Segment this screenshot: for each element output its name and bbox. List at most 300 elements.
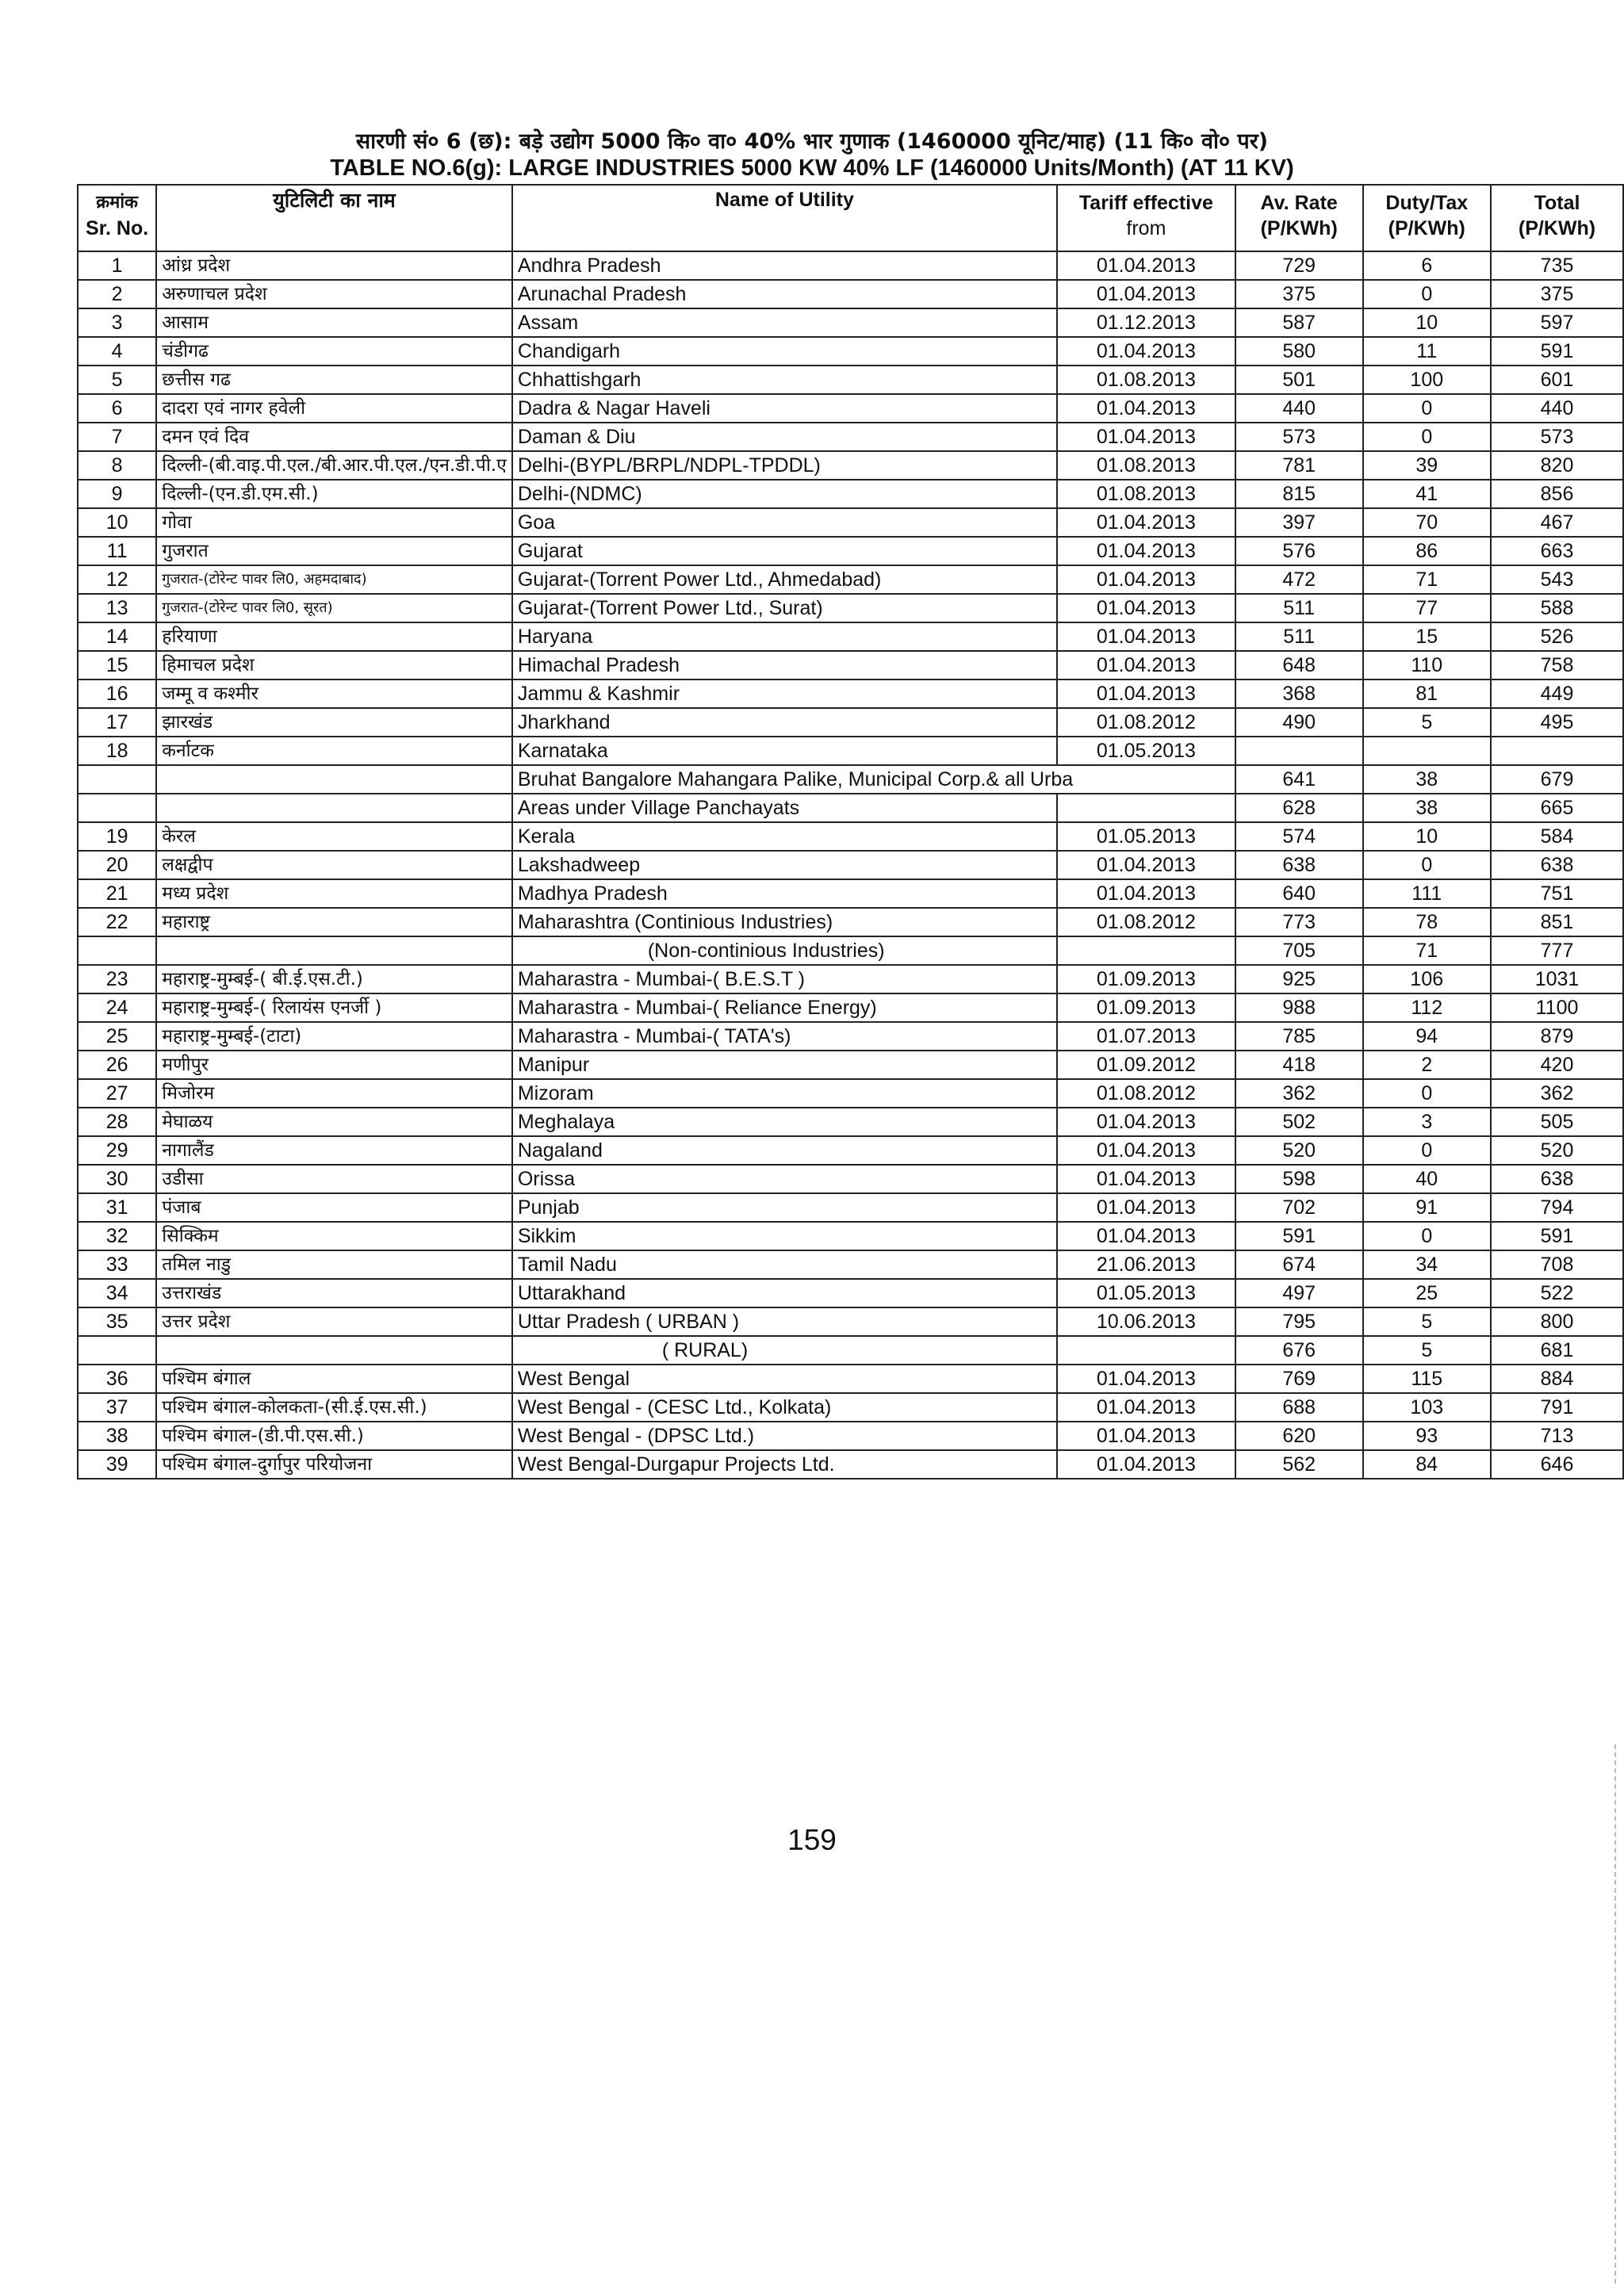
table-row <box>78 451 1623 480</box>
cell-tariff-date: 01.04.2013 <box>1057 565 1235 594</box>
cell-duty-tax: 70 <box>1363 508 1491 537</box>
cell-duty-tax: 5 <box>1363 708 1491 737</box>
cell-sr-no: 35 <box>78 1307 156 1336</box>
cell-duty-tax: 40 <box>1363 1165 1491 1193</box>
cell-sr-no: 3 <box>78 308 156 337</box>
cell-sr-no: 37 <box>78 1393 156 1422</box>
cell-utility-hindi: लक्षद्वीप <box>156 851 512 879</box>
cell-sr-no: 38 <box>78 1422 156 1450</box>
table-row <box>78 251 1623 280</box>
table-title-english: TABLE NO.6(g): LARGE INDUSTRIES 5000 KW 40% LF (1460000 Units/Month) (AT 11 KV) <box>330 155 1294 181</box>
cell-utility-english: Sikkim <box>512 1222 1057 1250</box>
cell-utility-hindi: झारखंड <box>156 708 512 737</box>
cell-total: 679 <box>1491 765 1623 794</box>
cell-sr-no <box>78 1336 156 1365</box>
cell-tariff-date: 01.05.2013 <box>1057 822 1235 851</box>
cell-total: 591 <box>1491 337 1623 366</box>
scan-edge-line <box>1614 1744 1618 2283</box>
cell-utility-hindi: पंजाब <box>156 1193 512 1222</box>
cell-total: 591 <box>1491 1222 1623 1250</box>
cell-tariff-date: 01.04.2013 <box>1057 851 1235 879</box>
cell-tariff-date: 01.04.2013 <box>1057 537 1235 565</box>
cell-utility-hindi: गुजरात <box>156 537 512 565</box>
cell-utility-english: Maharastra - Mumbai-( TATA's) <box>512 1022 1057 1051</box>
cell-duty-tax: 115 <box>1363 1365 1491 1393</box>
cell-sr-no: 33 <box>78 1250 156 1279</box>
table-row <box>78 1279 1623 1307</box>
cell-total: 495 <box>1491 708 1623 737</box>
cell-utility-hindi: मिजोरम <box>156 1079 512 1108</box>
cell-av-rate: 702 <box>1235 1193 1363 1222</box>
cell-sr-no: 5 <box>78 366 156 394</box>
cell-tariff-date: 01.05.2013 <box>1057 1279 1235 1307</box>
cell-tariff-date: 01.04.2013 <box>1057 423 1235 451</box>
cell-sr-no: 6 <box>78 394 156 423</box>
table-row <box>78 1393 1623 1422</box>
cell-sr-no: 39 <box>78 1450 156 1479</box>
cell-utility-english: West Bengal - (CESC Ltd., Kolkata) <box>512 1393 1057 1422</box>
cell-duty-tax: 11 <box>1363 337 1491 366</box>
table-row <box>78 1108 1623 1136</box>
cell-duty-tax: 6 <box>1363 251 1491 280</box>
cell-av-rate: 688 <box>1235 1393 1363 1422</box>
cell-av-rate: 490 <box>1235 708 1363 737</box>
cell-av-rate <box>1235 737 1363 765</box>
cell-utility-english: West Bengal <box>512 1365 1057 1393</box>
cell-utility-english: Kerala <box>512 822 1057 851</box>
cell-tariff-date: 01.08.2012 <box>1057 908 1235 936</box>
cell-sr-no: 25 <box>78 1022 156 1051</box>
cell-utility-english: Himachal Pradesh <box>512 651 1057 679</box>
cell-total: 1031 <box>1491 965 1623 993</box>
cell-tariff-date: 01.04.2013 <box>1057 1422 1235 1450</box>
cell-sr-no: 13 <box>78 594 156 622</box>
cell-utility-english: Gujarat-(Torrent Power Ltd., Surat) <box>512 594 1057 622</box>
header-av-rate <box>1235 185 1363 251</box>
cell-duty-tax: 3 <box>1363 1108 1491 1136</box>
cell-av-rate: 988 <box>1235 993 1363 1022</box>
cell-av-rate: 520 <box>1235 1136 1363 1165</box>
cell-sr-no: 23 <box>78 965 156 993</box>
table-title-hindi: सारणी सं० 6 (छ): बड़े उद्योग 5000 कि० वा० 40% भार गुणाक (1460000 यूनिट/माह) (11 कि० वो० पर) <box>355 129 1269 154</box>
cell-sr-no: 11 <box>78 537 156 565</box>
cell-utility-hindi: महाराष्ट्र-मुम्बई-( बी.ई.एस.टी.) <box>156 965 512 993</box>
cell-total: 375 <box>1491 280 1623 308</box>
table-body <box>78 251 1623 1479</box>
cell-av-rate: 368 <box>1235 679 1363 708</box>
header-total-line2: (P/KWh) <box>1518 217 1596 239</box>
cell-sr-no: 22 <box>78 908 156 936</box>
cell-total: 588 <box>1491 594 1623 622</box>
cell-total: 449 <box>1491 679 1623 708</box>
cell-av-rate: 440 <box>1235 394 1363 423</box>
cell-utility-english: Karnataka <box>512 737 1057 765</box>
cell-total: 543 <box>1491 565 1623 594</box>
cell-utility-english: Madhya Pradesh <box>512 879 1057 908</box>
cell-av-rate: 573 <box>1235 423 1363 451</box>
cell-utility-hindi: आंध्र प्रदेश <box>156 251 512 280</box>
cell-tariff-date: 21.06.2013 <box>1057 1250 1235 1279</box>
table-row <box>78 1165 1623 1193</box>
header-sn-english: Sr. No. <box>86 217 149 239</box>
cell-utility-english: (Non-continious Industries) <box>512 936 1057 965</box>
cell-total: 522 <box>1491 1279 1623 1307</box>
cell-duty-tax: 0 <box>1363 423 1491 451</box>
cell-duty-tax: 41 <box>1363 480 1491 508</box>
cell-tariff-date: 01.04.2013 <box>1057 1222 1235 1250</box>
cell-total: 681 <box>1491 1336 1623 1365</box>
cell-av-rate: 815 <box>1235 480 1363 508</box>
cell-duty-tax: 5 <box>1363 1307 1491 1336</box>
cell-utility-english: Areas under Village Panchayats <box>512 794 1057 822</box>
cell-av-rate: 705 <box>1235 936 1363 965</box>
cell-tariff-date: 01.08.2013 <box>1057 480 1235 508</box>
cell-sr-no: 32 <box>78 1222 156 1250</box>
cell-utility-hindi: दादरा एवं नागर हवेली <box>156 394 512 423</box>
table-row <box>78 1136 1623 1165</box>
table-row <box>78 851 1623 879</box>
cell-total: 758 <box>1491 651 1623 679</box>
cell-tariff-date <box>1057 936 1235 965</box>
cell-tariff-date: 01.04.2013 <box>1057 879 1235 908</box>
cell-sr-no: 2 <box>78 280 156 308</box>
cell-sr-no: 21 <box>78 879 156 908</box>
cell-utility-hindi: दिल्ली-(एन.डी.एम.सी.) <box>156 480 512 508</box>
cell-duty-tax: 0 <box>1363 394 1491 423</box>
cell-duty-tax: 10 <box>1363 308 1491 337</box>
table-header-row <box>78 185 1623 251</box>
cell-utility-hindi: उडीसा <box>156 1165 512 1193</box>
header-rate-line2: (P/KWh) <box>1260 217 1338 239</box>
cell-sr-no: 19 <box>78 822 156 851</box>
cell-utility-hindi: सिक्किम <box>156 1222 512 1250</box>
cell-av-rate: 773 <box>1235 908 1363 936</box>
cell-tariff-date: 01.04.2013 <box>1057 280 1235 308</box>
table-row <box>78 794 1623 822</box>
cell-duty-tax: 25 <box>1363 1279 1491 1307</box>
cell-utility-hindi: चंडीगढ <box>156 337 512 366</box>
cell-duty-tax: 111 <box>1363 879 1491 908</box>
table-row <box>78 508 1623 537</box>
header-tariff-line2: from <box>1126 217 1166 239</box>
table-row <box>78 1022 1623 1051</box>
cell-tariff-date: 01.08.2013 <box>1057 366 1235 394</box>
cell-utility-english: Chhattishgarh <box>512 366 1057 394</box>
cell-tariff-date: 01.04.2013 <box>1057 651 1235 679</box>
cell-sr-no: 7 <box>78 423 156 451</box>
table-row <box>78 1051 1623 1079</box>
cell-tariff-date: 01.04.2013 <box>1057 1365 1235 1393</box>
cell-duty-tax: 112 <box>1363 993 1491 1022</box>
cell-duty-tax: 0 <box>1363 1136 1491 1165</box>
cell-utility-hindi: हरियाणा <box>156 622 512 651</box>
cell-utility-hindi <box>156 1336 512 1365</box>
cell-duty-tax: 0 <box>1363 851 1491 879</box>
cell-av-rate: 418 <box>1235 1051 1363 1079</box>
cell-av-rate: 628 <box>1235 794 1363 822</box>
cell-utility-hindi: उत्तराखंड <box>156 1279 512 1307</box>
cell-sr-no: 4 <box>78 337 156 366</box>
cell-duty-tax: 110 <box>1363 651 1491 679</box>
cell-duty-tax: 71 <box>1363 936 1491 965</box>
cell-av-rate: 591 <box>1235 1222 1363 1250</box>
cell-duty-tax: 0 <box>1363 280 1491 308</box>
cell-tariff-date: 01.04.2013 <box>1057 1393 1235 1422</box>
cell-utility-hindi: पश्चिम बंगाल-दुर्गापुर परियोजना <box>156 1450 512 1479</box>
header-utility-english: Name of Utility <box>512 185 1057 251</box>
cell-utility-english: Gujarat-(Torrent Power Ltd., Ahmedabad) <box>512 565 1057 594</box>
cell-sr-no: 30 <box>78 1165 156 1193</box>
cell-utility-english: Bruhat Bangalore Mahangara Palike, Municipal Corp.& all Urba <box>512 765 1235 794</box>
table-row <box>78 1450 1623 1479</box>
cell-utility-hindi: आसाम <box>156 308 512 337</box>
cell-tariff-date: 01.08.2012 <box>1057 1079 1235 1108</box>
cell-av-rate: 511 <box>1235 622 1363 651</box>
table-row <box>78 366 1623 394</box>
cell-utility-hindi: गुजरात-(टोरेन्ट पावर लि0, सूरत) <box>156 594 512 622</box>
table-row <box>78 679 1623 708</box>
cell-sr-no: 1 <box>78 251 156 280</box>
cell-av-rate: 472 <box>1235 565 1363 594</box>
cell-utility-english: Mizoram <box>512 1079 1057 1108</box>
cell-av-rate: 795 <box>1235 1307 1363 1336</box>
table-row <box>78 1193 1623 1222</box>
cell-utility-english: Jammu & Kashmir <box>512 679 1057 708</box>
cell-tariff-date: 01.04.2013 <box>1057 508 1235 537</box>
cell-total: 856 <box>1491 480 1623 508</box>
cell-av-rate: 925 <box>1235 965 1363 993</box>
cell-utility-hindi: उत्तर प्रदेश <box>156 1307 512 1336</box>
cell-utility-hindi: पश्चिम बंगाल-कोलकता-(सी.ई.एस.सी.) <box>156 1393 512 1422</box>
cell-utility-english: Arunachal Pradesh <box>512 280 1057 308</box>
cell-av-rate: 620 <box>1235 1422 1363 1450</box>
cell-duty-tax: 38 <box>1363 765 1491 794</box>
cell-tariff-date: 01.05.2013 <box>1057 737 1235 765</box>
cell-av-rate: 576 <box>1235 537 1363 565</box>
cell-utility-hindi: महाराष्ट्र <box>156 908 512 936</box>
cell-duty-tax: 71 <box>1363 565 1491 594</box>
cell-total: 526 <box>1491 622 1623 651</box>
cell-duty-tax: 86 <box>1363 537 1491 565</box>
table-row <box>78 936 1623 965</box>
header-tariff-line1: Tariff effective <box>1078 192 1213 214</box>
cell-av-rate: 598 <box>1235 1165 1363 1193</box>
cell-duty-tax: 103 <box>1363 1393 1491 1422</box>
cell-tariff-date: 01.09.2013 <box>1057 993 1235 1022</box>
cell-sr-no <box>78 936 156 965</box>
cell-av-rate: 781 <box>1235 451 1363 480</box>
cell-utility-hindi: महाराष्ट्र-मुम्बई-(टाटा) <box>156 1022 512 1051</box>
cell-av-rate: 729 <box>1235 251 1363 280</box>
cell-tariff-date: 01.04.2013 <box>1057 1165 1235 1193</box>
header-duty-line1: Duty/Tax <box>1385 192 1469 214</box>
table-row <box>78 1336 1623 1365</box>
cell-utility-hindi: तमिल नाडु <box>156 1250 512 1279</box>
cell-duty-tax: 93 <box>1363 1422 1491 1450</box>
table-row <box>78 651 1623 679</box>
cell-total: 794 <box>1491 1193 1623 1222</box>
header-sn-hindi: क्रमांक <box>96 193 138 212</box>
cell-utility-english: Andhra Pradesh <box>512 251 1057 280</box>
cell-tariff-date: 01.08.2012 <box>1057 708 1235 737</box>
cell-sr-no: 14 <box>78 622 156 651</box>
cell-duty-tax: 91 <box>1363 1193 1491 1222</box>
table-row <box>78 308 1623 337</box>
cell-tariff-date: 10.06.2013 <box>1057 1307 1235 1336</box>
cell-total: 646 <box>1491 1450 1623 1479</box>
cell-utility-hindi <box>156 936 512 965</box>
cell-duty-tax: 5 <box>1363 1336 1491 1365</box>
table-row <box>78 908 1623 936</box>
cell-utility-english: Orissa <box>512 1165 1057 1193</box>
cell-av-rate: 638 <box>1235 851 1363 879</box>
table-row <box>78 993 1623 1022</box>
cell-tariff-date: 01.04.2013 <box>1057 1108 1235 1136</box>
cell-utility-hindi: हिमाचल प्रदेश <box>156 651 512 679</box>
cell-duty-tax: 106 <box>1363 965 1491 993</box>
table-row <box>78 280 1623 308</box>
table-row <box>78 765 1623 794</box>
cell-tariff-date <box>1057 794 1235 822</box>
cell-total: 663 <box>1491 537 1623 565</box>
cell-utility-english: Maharastra - Mumbai-( Reliance Energy) <box>512 993 1057 1022</box>
header-tariff-effective <box>1057 185 1235 251</box>
cell-utility-hindi: गुजरात-(टोरेन्ट पावर लि0, अहमदाबाद) <box>156 565 512 594</box>
cell-utility-hindi <box>156 765 512 794</box>
cell-total: 884 <box>1491 1365 1623 1393</box>
cell-duty-tax: 78 <box>1363 908 1491 936</box>
table-row <box>78 708 1623 737</box>
cell-total: 601 <box>1491 366 1623 394</box>
cell-total: 520 <box>1491 1136 1623 1165</box>
cell-sr-no: 15 <box>78 651 156 679</box>
cell-total: 713 <box>1491 1422 1623 1450</box>
cell-duty-tax: 0 <box>1363 1222 1491 1250</box>
cell-duty-tax: 2 <box>1363 1051 1491 1079</box>
cell-total: 440 <box>1491 394 1623 423</box>
cell-utility-english: ( RURAL) <box>512 1336 1057 1365</box>
table-row <box>78 965 1623 993</box>
table-row <box>78 1222 1623 1250</box>
cell-utility-hindi <box>156 794 512 822</box>
table-row <box>78 1250 1623 1279</box>
cell-utility-english: Nagaland <box>512 1136 1057 1165</box>
cell-utility-hindi: मणीपुर <box>156 1051 512 1079</box>
cell-utility-english: Chandigarh <box>512 337 1057 366</box>
cell-sr-no: 28 <box>78 1108 156 1136</box>
cell-utility-english: Gujarat <box>512 537 1057 565</box>
table-row <box>78 1307 1623 1336</box>
cell-av-rate: 497 <box>1235 1279 1363 1307</box>
cell-tariff-date: 01.04.2013 <box>1057 1450 1235 1479</box>
tariff-table <box>77 184 1624 1480</box>
cell-total: 791 <box>1491 1393 1623 1422</box>
cell-total: 362 <box>1491 1079 1623 1108</box>
cell-total: 879 <box>1491 1022 1623 1051</box>
header-total <box>1491 185 1623 251</box>
cell-utility-hindi: महाराष्ट्र-मुम्बई-( रिलायंस एनर्जी ) <box>156 993 512 1022</box>
cell-tariff-date: 01.04.2013 <box>1057 679 1235 708</box>
cell-total <box>1491 737 1623 765</box>
header-utility-hindi: युटिलिटी का नाम <box>156 185 512 251</box>
cell-utility-english: Goa <box>512 508 1057 537</box>
table-row <box>78 622 1623 651</box>
cell-utility-hindi: केरल <box>156 822 512 851</box>
page-number: 159 <box>787 1824 837 1856</box>
cell-total: 777 <box>1491 936 1623 965</box>
cell-sr-no: 24 <box>78 993 156 1022</box>
cell-av-rate: 397 <box>1235 508 1363 537</box>
table-row <box>78 1079 1623 1108</box>
cell-duty-tax: 100 <box>1363 366 1491 394</box>
cell-total: 751 <box>1491 879 1623 908</box>
cell-av-rate: 562 <box>1235 1450 1363 1479</box>
cell-sr-no <box>78 765 156 794</box>
cell-total: 467 <box>1491 508 1623 537</box>
table-row <box>78 822 1623 851</box>
cell-utility-english: Meghalaya <box>512 1108 1057 1136</box>
cell-av-rate: 640 <box>1235 879 1363 908</box>
cell-tariff-date: 01.09.2012 <box>1057 1051 1235 1079</box>
table-row <box>78 480 1623 508</box>
cell-av-rate: 502 <box>1235 1108 1363 1136</box>
cell-sr-no: 18 <box>78 737 156 765</box>
cell-utility-english: Uttarakhand <box>512 1279 1057 1307</box>
cell-total: 638 <box>1491 851 1623 879</box>
cell-utility-hindi: अरुणाचल प्रदेश <box>156 280 512 308</box>
cell-sr-no: 16 <box>78 679 156 708</box>
cell-total: 638 <box>1491 1165 1623 1193</box>
cell-av-rate: 587 <box>1235 308 1363 337</box>
cell-av-rate: 769 <box>1235 1365 1363 1393</box>
table-row <box>78 594 1623 622</box>
cell-utility-english: Delhi-(NDMC) <box>512 480 1057 508</box>
table-row <box>78 1422 1623 1450</box>
cell-av-rate: 574 <box>1235 822 1363 851</box>
cell-sr-no: 20 <box>78 851 156 879</box>
cell-tariff-date: 01.04.2013 <box>1057 594 1235 622</box>
cell-utility-hindi: छत्तीस गढ <box>156 366 512 394</box>
cell-utility-english: Delhi-(BYPL/BRPL/NDPL-TPDDL) <box>512 451 1057 480</box>
cell-tariff-date: 01.04.2013 <box>1057 251 1235 280</box>
cell-av-rate: 648 <box>1235 651 1363 679</box>
cell-duty-tax: 38 <box>1363 794 1491 822</box>
table-row <box>78 337 1623 366</box>
header-rate-line1: Av. Rate <box>1260 192 1338 214</box>
cell-sr-no: 9 <box>78 480 156 508</box>
cell-sr-no: 12 <box>78 565 156 594</box>
cell-tariff-date: 01.04.2013 <box>1057 394 1235 423</box>
cell-total: 573 <box>1491 423 1623 451</box>
cell-utility-english: Manipur <box>512 1051 1057 1079</box>
cell-utility-english: Maharashtra (Continious Industries) <box>512 908 1057 936</box>
cell-duty-tax: 34 <box>1363 1250 1491 1279</box>
cell-utility-english: Tamil Nadu <box>512 1250 1057 1279</box>
cell-duty-tax: 84 <box>1363 1450 1491 1479</box>
cell-utility-english: Haryana <box>512 622 1057 651</box>
cell-av-rate: 785 <box>1235 1022 1363 1051</box>
cell-duty-tax: 77 <box>1363 594 1491 622</box>
cell-tariff-date: 01.04.2013 <box>1057 622 1235 651</box>
cell-sr-no <box>78 794 156 822</box>
cell-total: 505 <box>1491 1108 1623 1136</box>
cell-utility-hindi: मध्य प्रदेश <box>156 879 512 908</box>
cell-utility-hindi: दिल्ली-(बी.वाइ.पी.एल./बी.आर.पी.एल./एन.डी.पी.ए <box>156 451 512 480</box>
cell-utility-hindi: पश्चिम बंगाल-(डी.पी.एस.सी.) <box>156 1422 512 1450</box>
cell-tariff-date: 01.04.2013 <box>1057 1193 1235 1222</box>
cell-tariff-date: 01.07.2013 <box>1057 1022 1235 1051</box>
cell-utility-english: Assam <box>512 308 1057 337</box>
